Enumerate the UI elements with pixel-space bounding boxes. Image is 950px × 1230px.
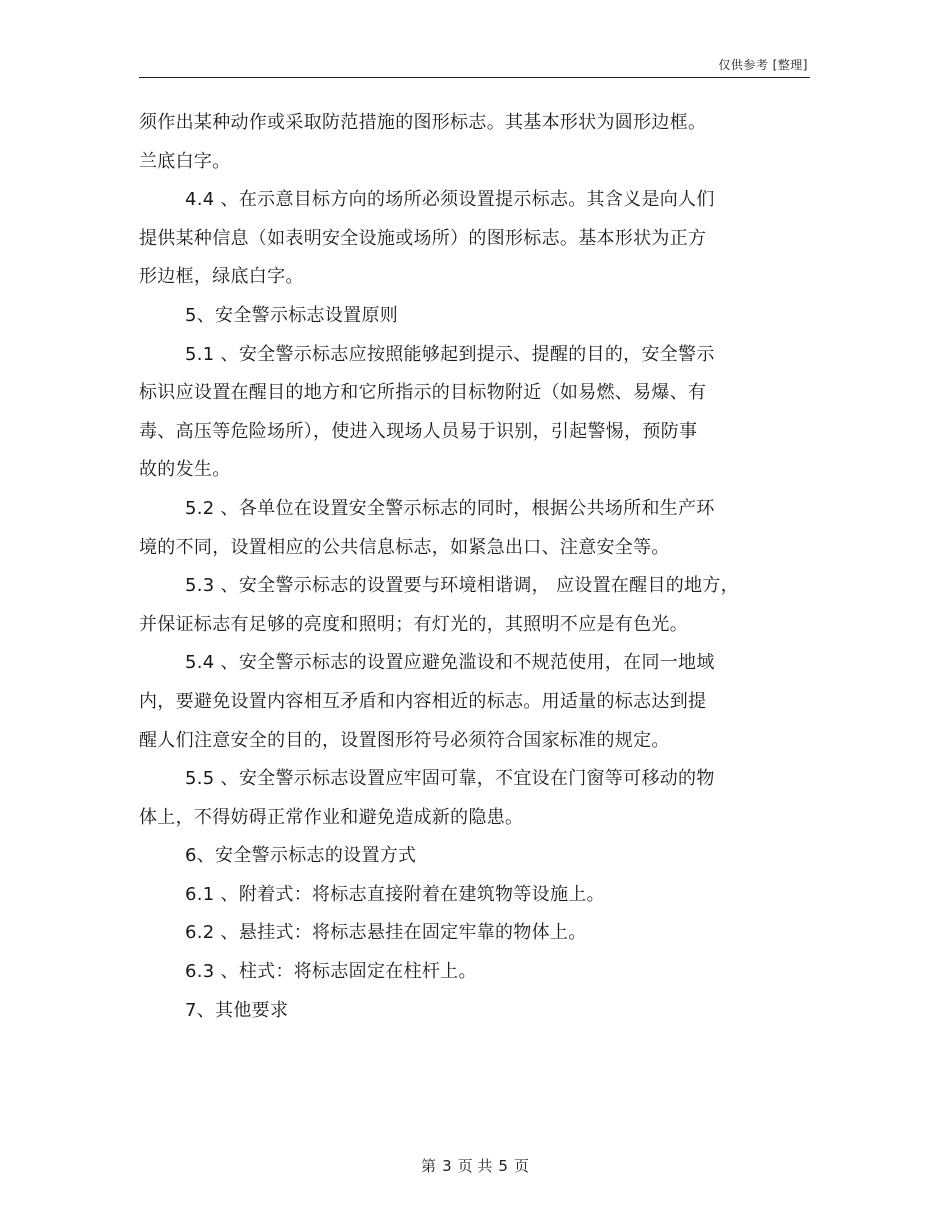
- footer-mid: 页 共: [457, 1157, 493, 1175]
- text-line: 6、安全警示标志的设置方式: [185, 845, 417, 867]
- text-line: 体上，不得妨碍正常作业和避免造成新的隐患。: [139, 806, 524, 828]
- text-line: 兰底白字。: [139, 150, 231, 172]
- text-line: 提供某种信息（如表明安全设施或场所）的图形标志。基本形状为正方: [139, 227, 707, 249]
- text-line: 5.3 、安全警示标志的设置要与环境相谐调， 应设置在醒目的地方，: [185, 575, 739, 597]
- text-line: 标识应设置在醒目的地方和它所指示的目标物附近（如易燃、易爆、有: [139, 382, 707, 404]
- text-line: 5.1 、安全警示标志应按照能够起到提示、提醒的目的，安全警示: [185, 343, 715, 365]
- text-line: 6.1 、附着式：将标志直接附着在建筑物等设施上。: [185, 883, 605, 905]
- text-line: 4.4 、在示意目标方向的场所必须设置提示标志。其含义是向人们: [185, 189, 715, 211]
- footer-prefix: 第: [421, 1157, 437, 1175]
- text-line: 5.4 、安全警示标志的设置应避免滥设和不规范使用，在同一地域: [185, 652, 715, 674]
- text-line: 故的发生。: [139, 459, 231, 481]
- document-body: [139, 104, 811, 1030]
- page-footer: [0, 1155, 950, 1176]
- text-line: 5.2 、各单位在设置安全警示标志的同时，根据公共场所和生产环: [185, 497, 715, 519]
- text-line: 境的不同，设置相应的公共信息标志，如紧急出口、注意安全等。: [139, 536, 670, 558]
- text-line: 5.5 、安全警示标志设置应牢固可靠，不宜设在门窗等可移动的物: [185, 768, 715, 790]
- text-line: 毒、高压等危险场所），使进入现场人员易于识别，引起警惕，预防事: [139, 420, 698, 442]
- footer-suffix: 页: [513, 1157, 529, 1175]
- text-line: 形边框，绿底白字。: [139, 266, 304, 288]
- footer-current-page: 3: [442, 1157, 452, 1175]
- text-line: 7、其他要求: [185, 999, 289, 1021]
- text-line: 内，要避免设置内容相互矛盾和内容相近的标志。用适量的标志达到提: [139, 690, 707, 712]
- text-line: 5、安全警示标志设置原则: [185, 304, 399, 326]
- footer-total-pages: 5: [498, 1157, 508, 1175]
- text-line: 须作出某种动作或采取防范措施的图形标志。其基本形状为圆形边框。: [139, 112, 707, 133]
- text-line: 醒人们注意安全的目的，设置图形符号必须符合国家标准的规定。: [139, 729, 670, 751]
- text-line: 并保证标志有足够的亮度和照明；有灯光的，其照明不应是有色光。: [139, 613, 688, 635]
- text-line: 6.2 、悬挂式：将标志悬挂在固定牢靠的物体上。: [185, 922, 587, 944]
- text-line: 6.3 、柱式：将标志固定在柱杆上。: [185, 961, 477, 983]
- page-header: [139, 50, 810, 78]
- header-label: 仅供参考 [整理]: [718, 58, 808, 72]
